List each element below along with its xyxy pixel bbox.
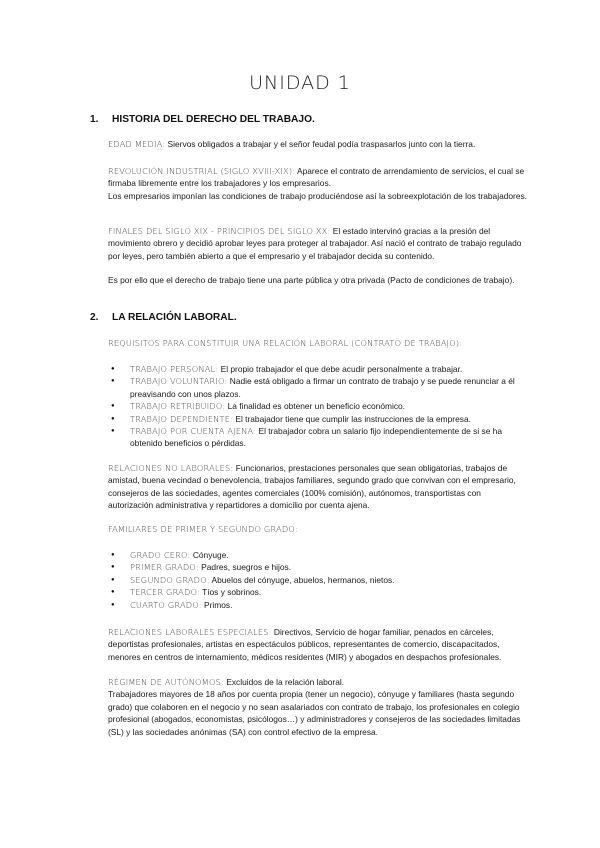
list-item-label: TERCER GRADO: bbox=[130, 587, 200, 598]
familiares-list bbox=[108, 549, 528, 611]
list-item-text: El propio trabajador el que debe acudir personalmente a trabajar. bbox=[218, 364, 463, 374]
section-2-number: 2. bbox=[90, 312, 99, 323]
text-regimen-autonomos: Excluidos de la relación laboral. bbox=[223, 677, 345, 687]
label-finales-siglo: FINALES DEL SIGLO XIX - PRINCIPIOS DEL SIGLO XX: bbox=[108, 226, 331, 236]
section-1-heading bbox=[90, 114, 315, 125]
list-item-label: GRADO CERO: bbox=[130, 550, 191, 560]
list-item bbox=[108, 413, 528, 425]
list-item bbox=[108, 363, 528, 375]
section-2-heading bbox=[90, 312, 237, 323]
requisitos-list bbox=[108, 363, 528, 450]
paragraph-relaciones-especiales bbox=[108, 626, 528, 663]
list-item bbox=[108, 375, 528, 400]
list-item bbox=[108, 549, 528, 561]
list-item-text: El trabajador tiene que cumplir las instrucciones de la empresa. bbox=[233, 413, 471, 424]
text-finales-siglo: El estado intervinó gracias a la presión del movimiento obrero y decidió aprobar leyes para proteger al trabajador. Así nació el contrato de trabajo regulado por leyes, pero también abierto a que el empresario y el trabajador decida su contenido. bbox=[108, 226, 522, 261]
text-revolucion-industrial: Aparece el contrato de arrendamiento de servicios, el cual se firmaba libremente entre los trabajadores y los empresarios. bbox=[108, 166, 525, 189]
list-item-text: Nadie está obligado a firmar un contrato de trabajo y se puede renunciar a él preavisando con unos plazos. bbox=[130, 376, 515, 399]
list-item-label: TRABAJO PERSONAL: bbox=[130, 364, 219, 374]
list-item bbox=[108, 425, 528, 450]
text-derecho-publico-privado: Es por ello que el derecho de trabajo tiene una parte pública y otra privada (Pacto de condiciones de trabajo). bbox=[108, 275, 515, 285]
label-edad-media: EDAD MEDIA: bbox=[108, 139, 166, 149]
list-item-label: CUARTO GRADO: bbox=[130, 599, 202, 610]
list-item-text: La finalidad es obtener un beneficio económico. bbox=[225, 401, 406, 412]
paragraph-relaciones-no-laborales bbox=[108, 462, 528, 512]
list-item-text: Tíos y sobrinos. bbox=[199, 587, 262, 598]
list-item bbox=[108, 599, 528, 611]
list-item-text: Abuelos del cónyuge, abuelos, hermanos, nietos. bbox=[209, 574, 395, 585]
list-item-label: SEGUNDO GRADO: bbox=[130, 574, 210, 585]
text-edad-media: Siervos obligados a trabajar y el señor feudal podía traspasarlos junto con la tierra. bbox=[165, 139, 476, 149]
list-item-label: PRIMER GRADO: bbox=[130, 562, 199, 573]
section-1-title: HISTORIA DEL DERECHO DEL TRABAJO. bbox=[112, 114, 315, 125]
list-item bbox=[108, 574, 528, 586]
list-item-text: Padres, suegros e hijos. bbox=[198, 562, 292, 573]
label-revolucion-industrial: REVOLUCIÓN INDUSTRIAL (SIGLO XVIII-XIX): bbox=[108, 166, 296, 176]
list-item-label: TRABAJO RETRIBUIDO: bbox=[130, 401, 226, 412]
paragraph-edad-media bbox=[108, 138, 528, 150]
text-regimen-autonomos-2: Trabajadores mayores de 18 años por cuenta propia (tener un negocio), cónyuge y familiares (hasta segundo grado) que colaboren en el negocio y no sean asalariados con contrato de trabajo, los profesionales en colegio profesional (abogados, economistas, psicólogos…) y administradores y consejeros de las sociedades limitadas (SL) y las sociedades anónimas (SA) con control efectivo de la empresa. bbox=[108, 689, 521, 737]
section-2-title: LA RELACIÓN LABORAL. bbox=[112, 312, 237, 323]
text-relaciones-no-laborales: Funcionarios, prestaciones personales que sean obligatorias, trabajos de amistad, buena vecindad o benevolencia, trabajos familiares, segundo grado que convivan con el empresario, consejeros de las sociedades, agentes comerciales (100% comisión), autónomos, transportistas con autorización administrativa y repartidores a domicilio por cuenta ajena. bbox=[108, 463, 516, 511]
list-item bbox=[108, 586, 528, 598]
text-relaciones-especiales: Directivos, Servicio de hogar familiar, penados en cárceles, deportistas profesionales, artistas en espectáculos públicos, representantes de comercio, discapacitados, menores en centros de internamiento, médicos residentes (MIR) y abogados en despachos profesionales. bbox=[108, 627, 502, 662]
familiares-heading: FAMILIARES DE PRIMER Y SEGUNDO GRADO: bbox=[108, 524, 298, 534]
requisitos-heading: REQUISITOS PARA CONSTITUIR UNA RELACIÓN LABORAL (CONTRATO DE TRABAJO): bbox=[108, 338, 463, 348]
list-item-text: El trabajador cobra un salario fijo independientemente de si se ha obtenido beneficios o pérdidas. bbox=[130, 426, 502, 449]
list-item-text: Cónyuge. bbox=[190, 550, 229, 560]
list-item-text: Primos. bbox=[201, 599, 233, 610]
list-item-label: TRABAJO VOLUNTARIO: bbox=[130, 376, 228, 387]
paragraph-revolucion-industrial bbox=[108, 165, 528, 202]
list-item bbox=[108, 400, 528, 412]
list-item bbox=[108, 561, 528, 573]
list-item-label: TRABAJO POR CUENTA AJENA: bbox=[130, 426, 257, 437]
page-title: UNIDAD 1 bbox=[249, 72, 351, 94]
label-relaciones-especiales: RELACIONES LABORALES ESPECIALES: bbox=[108, 627, 272, 637]
label-relaciones-no-laborales: RELACIONES NO LABORALES: bbox=[108, 463, 234, 473]
paragraph-regimen-autonomos bbox=[108, 676, 528, 738]
list-item-label: TRABAJO DEPENDIENTE: bbox=[130, 413, 234, 424]
paragraph-finales-siglo bbox=[108, 225, 528, 262]
section-1-number: 1. bbox=[90, 114, 99, 125]
paragraph-derecho-publico-privado bbox=[108, 274, 528, 286]
text-revolucion-industrial-2: Los empresarios imponían las condiciones de trabajo produciéndose así la sobreexplotación de los trabajadores. bbox=[108, 190, 528, 201]
label-regimen-autonomos: RÉGIMEN DE AUTÓNOMOS: bbox=[108, 677, 224, 687]
